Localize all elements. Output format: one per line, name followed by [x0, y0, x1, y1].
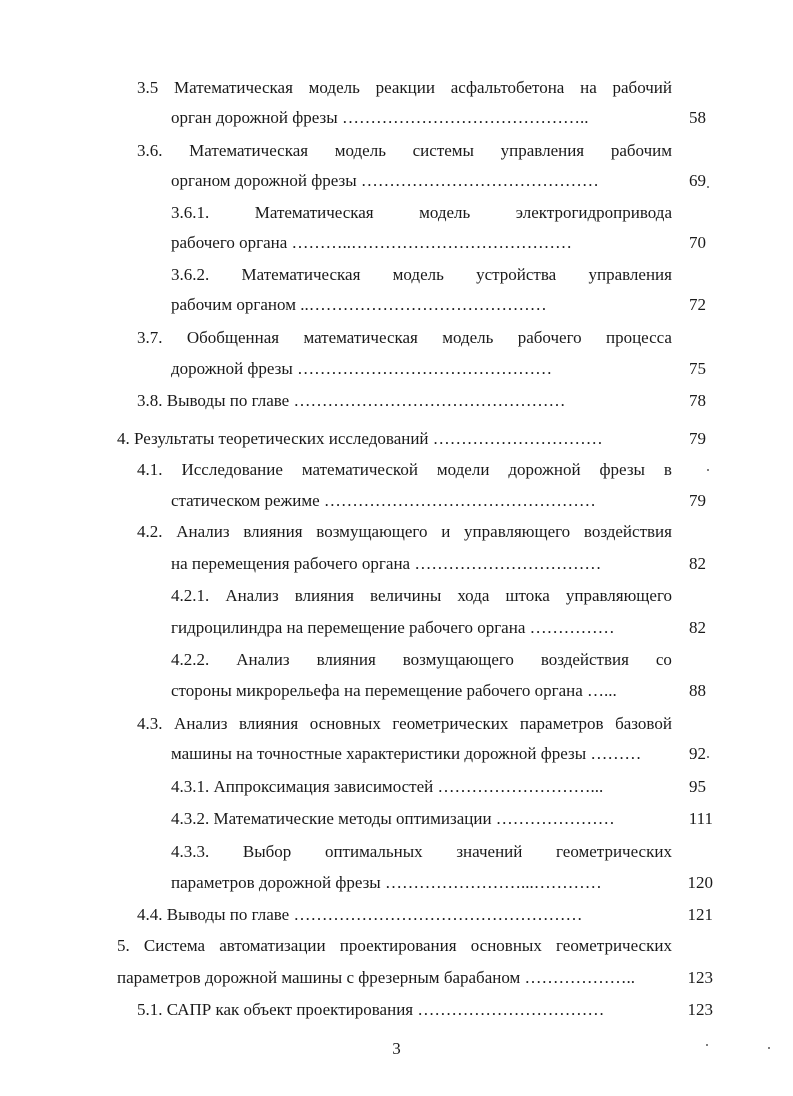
scan-speck [706, 1044, 708, 1046]
word: Система [143, 936, 206, 955]
toc-entry-4-2-line2: на перемещения рабочего органа …………………………… [171, 554, 602, 573]
word: рабочим [610, 141, 672, 160]
word: штока [505, 586, 550, 605]
word: процесса [605, 328, 672, 347]
page-ref: 111 [688, 809, 713, 828]
word: рабочий [612, 78, 672, 97]
page-ref: 69 [689, 171, 706, 190]
word: на [580, 78, 597, 97]
toc-entry-3-8: 3.8. Выводы по главе ………………………………………… [137, 391, 566, 410]
word: 5. [117, 936, 130, 955]
toc-entry-3-5-line2: орган дорожной фрезы …………………………………….. [171, 108, 589, 127]
toc-entry-4: 4. Результаты теоретических исследований ………………………… [117, 429, 603, 448]
word: влияния [316, 650, 376, 669]
page-ref: 72 [689, 295, 706, 314]
toc-entry-3-6-2-line1 [171, 264, 672, 286]
word: 3.7. [137, 328, 163, 347]
page-ref: 79 [689, 491, 706, 510]
word: базовой [615, 714, 672, 733]
word: геометрических [556, 842, 672, 861]
word: математическая [303, 328, 418, 347]
toc-entry-4-3-line2: машины на точностные характеристики дорожной фрезы ……… [171, 744, 642, 763]
word: Анализ [174, 714, 228, 733]
toc-entry-3-6-line1 [137, 140, 672, 162]
toc-entry-4-2-2-line1 [171, 649, 672, 671]
word: проектирования [339, 936, 457, 955]
toc-entry-4-3-line1 [137, 713, 672, 735]
scan-speck [768, 1047, 770, 1049]
toc-entry-4-1-line2: статическом режиме ………………………………………… [171, 491, 596, 510]
page-ref: 79 [689, 429, 706, 448]
toc-entry-4-3-3-line2: параметров дорожной фрезы ……………………...………… [171, 873, 602, 892]
word: модель [442, 328, 494, 347]
word: геометрических [392, 714, 509, 733]
page-ref: 70 [689, 233, 706, 252]
toc-entry-3-6-2-line2: рабочим органом ..…………………………………… [171, 295, 547, 314]
page-ref: 123 [687, 968, 713, 987]
toc-entry-4-2-line1 [137, 521, 672, 543]
toc-entry-4-3-2: 4.3.2. Математические методы оптимизации ………………… [171, 809, 615, 828]
toc-entry-3-7-line2: дорожной фрезы ……………………………………… [171, 359, 553, 378]
toc-entry-5-line1 [117, 935, 672, 957]
word: модель [392, 265, 444, 284]
page-ref: 58 [689, 108, 706, 127]
word: хода [457, 586, 490, 605]
word: воздействия [583, 522, 672, 541]
word: Анализ [176, 522, 230, 541]
word: фрезы [599, 460, 645, 479]
word: управляющего [464, 522, 571, 541]
word: 3.6.1. [171, 203, 210, 222]
word: математической [301, 460, 418, 479]
word: Обобщенная [186, 328, 280, 347]
word: со [655, 650, 672, 669]
word: 3.6.2. [171, 265, 210, 284]
word: рабочего [517, 328, 582, 347]
word: оптимальных [324, 842, 423, 861]
word: системы [412, 141, 474, 160]
word: 4.2. [137, 522, 163, 541]
word: реакции [375, 78, 435, 97]
word: Математическая [241, 265, 361, 284]
word: управления [500, 141, 585, 160]
word: 4.3.3. [171, 842, 210, 861]
word: Выбор [242, 842, 292, 861]
toc-entry-5-line2: параметров дорожной машины с фрезерным барабаном ……………….. [117, 968, 636, 987]
word: 4.1. [137, 460, 163, 479]
word: модель [308, 78, 360, 97]
word: 4.3. [137, 714, 163, 733]
word: модель [334, 141, 386, 160]
page-ref: 121 [687, 905, 713, 924]
word: дорожной [508, 460, 581, 479]
word: возмущающего [316, 522, 428, 541]
toc-entry-5-1: 5.1. САПР как объект проектирования …………………………… [137, 1000, 605, 1019]
page-ref: 95 [689, 777, 706, 796]
word: электрогидропривода [515, 203, 672, 222]
word: 4.2.1. [171, 586, 210, 605]
word: модель [419, 203, 471, 222]
scan-speck [707, 469, 709, 471]
word: Математическая [174, 78, 293, 97]
word: Анализ [225, 586, 279, 605]
word: управления [588, 265, 672, 284]
page-ref: 75 [689, 359, 706, 378]
toc-entry-4-2-2-line2: стороны микрорельефа на перемещение рабочего органа …... [171, 681, 617, 700]
page-number: 3 [392, 1039, 401, 1058]
toc-entry-4-2-1-line2: гидроцилиндра на перемещение рабочего органа …………… [171, 618, 615, 637]
toc-entry-3-6-1-line1 [171, 202, 672, 224]
word: асфальтобетона [450, 78, 565, 97]
toc-entry-4-3-1: 4.3.1. Аппроксимация зависимостей ………………………... [171, 777, 604, 796]
word: Математическая [189, 141, 309, 160]
toc-entry-3-7-line1 [137, 327, 672, 349]
toc-entry-4-2-1-line1 [171, 585, 672, 607]
word: и [441, 522, 451, 541]
page-ref: 120 [687, 873, 713, 892]
word: основных [470, 936, 542, 955]
word: в [663, 460, 672, 479]
toc-entry-4-4: 4.4. Выводы по главе …………………………………………… [137, 905, 583, 924]
word: 3.6. [137, 141, 163, 160]
word: величины [370, 586, 442, 605]
word: управляющего [565, 586, 672, 605]
toc-entry-4-3-3-line1 [171, 841, 672, 863]
word: Математическая [254, 203, 374, 222]
toc-entry-4-1-line1 [137, 459, 672, 481]
word: значений [456, 842, 523, 861]
word: влияния [294, 586, 354, 605]
toc-entry-3-6-line2: органом дорожной фрезы …………………………………… [171, 171, 599, 190]
word: автоматизации [219, 936, 326, 955]
word: модели [436, 460, 490, 479]
word: воздействия [540, 650, 629, 669]
word: основных [309, 714, 381, 733]
page-ref: 78 [689, 391, 706, 410]
word: возмущающего [402, 650, 514, 669]
word: 3.5 [137, 78, 159, 97]
word: Исследование [181, 460, 283, 479]
word: влияния [238, 714, 299, 733]
word: 4.2.2. [171, 650, 210, 669]
scan-speck [707, 756, 709, 758]
toc-entry-3-6-1-line2: рабочего органа ………..………………………………… [171, 233, 573, 252]
page-ref: 92 [689, 744, 706, 763]
page-ref: 82 [689, 554, 706, 573]
page-ref: 88 [689, 681, 706, 700]
word: влияния [243, 522, 303, 541]
page-ref: 82 [689, 618, 706, 637]
word: параметров [519, 714, 604, 733]
word: Анализ [236, 650, 290, 669]
word: геометрических [556, 936, 672, 955]
toc-entry-3-5-line1 [137, 77, 672, 99]
page-ref: 123 [687, 1000, 713, 1019]
word: устройства [476, 265, 557, 284]
scan-speck [707, 186, 709, 188]
